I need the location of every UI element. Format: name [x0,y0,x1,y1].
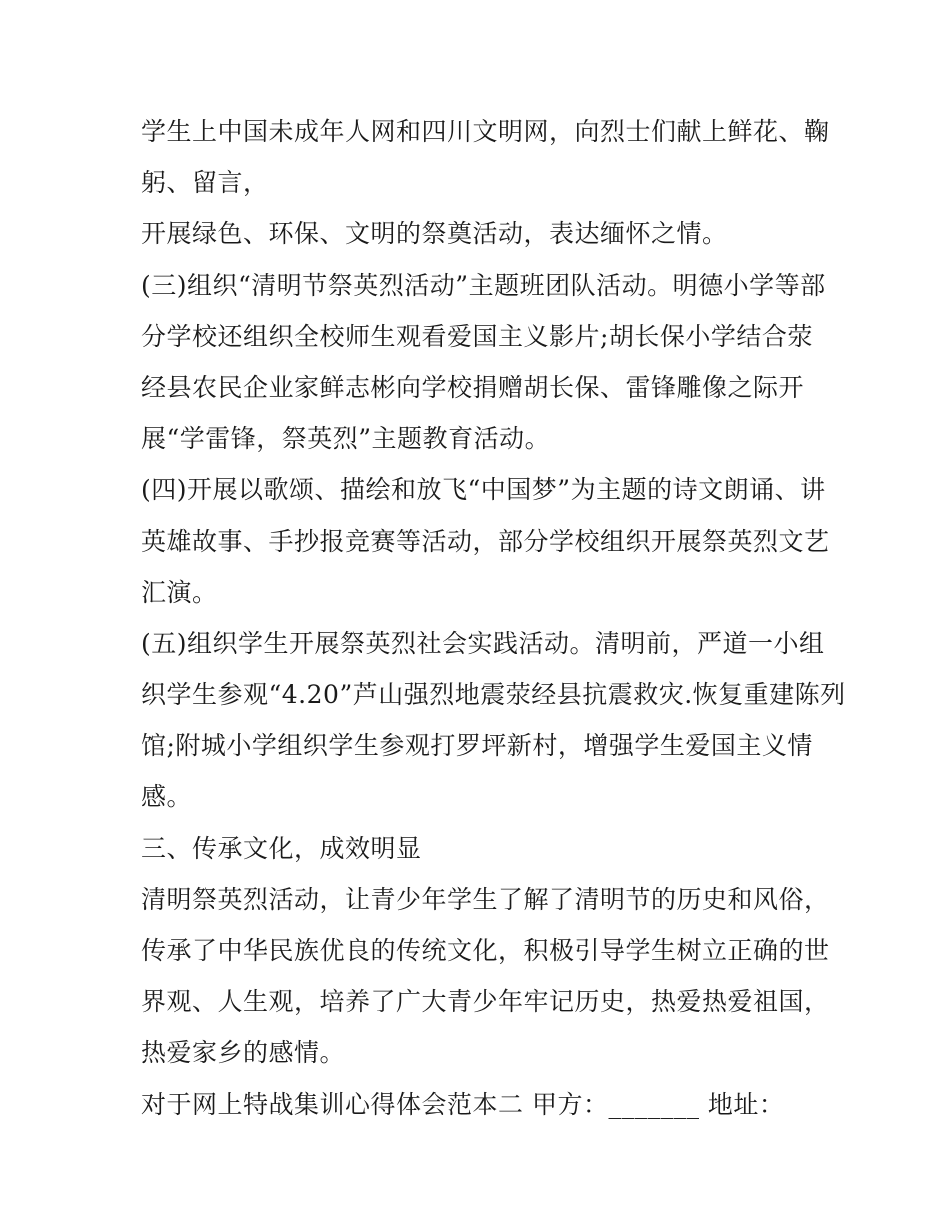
text-line: 清明祭英烈活动，让青少年学生了解了清明节的历史和风俗， [141,884,830,914]
text-line: 馆;附城小学组织学生参观打罗坪新村，增强学生爱国主义情 [141,731,813,761]
text-line: 躬、留言， [141,168,269,198]
text-line: (五)组织学生开展祭英烈社会实践活动。清明前，严道一小组 [141,628,825,658]
text-line: 对于网上特战集训心得体会范本二 甲方：_______ 地址： [141,1089,785,1119]
section-heading: 三、传承文化，成效明显 [141,833,422,863]
text-line: 经县农民企业家鲜志彬向学校捐赠胡长保、雷锋雕像之际开 [141,372,805,402]
text-line: 感。 [141,782,193,812]
text-line: 汇演。 [141,577,218,607]
text-line: 分学校还组织全校师生观看爱国主义影片;胡长保小学结合荥 [141,321,813,351]
text-line: 英雄故事、手抄报竞赛等活动，部分学校组织开展祭英烈文艺 [141,526,830,556]
text-line: 展“学雷锋，祭英烈”主题教育活动。 [141,424,551,454]
text-line: 传承了中华民族优良的传统文化，积极引导学生树立正确的世 [141,936,830,965]
text-line: (三)组织“清明节祭英烈活动”主题班团队活动。明德小学等部 [141,270,826,300]
document-body [141,106,846,1130]
text-line: 织学生参观“4.20”芦山强烈地震荥经县抗震救灾.恢复重建陈列 [141,680,846,710]
text-line: 界观、人生观，培养了广大青少年牢记历史，热爱热爱祖国， [141,987,830,1017]
text-line: 热爱家乡的感情。 [141,1038,346,1068]
text-line: 开展绿色、环保、文明的祭奠活动，表达缅怀之情。 [141,219,728,249]
text-line: (四)开展以歌颂、描绘和放飞“中国梦”为主题的诗文朗诵、讲 [141,475,826,505]
text-line: 学生上中国未成年人网和四川文明网，向烈士们献上鲜花、鞠 [141,117,830,146]
